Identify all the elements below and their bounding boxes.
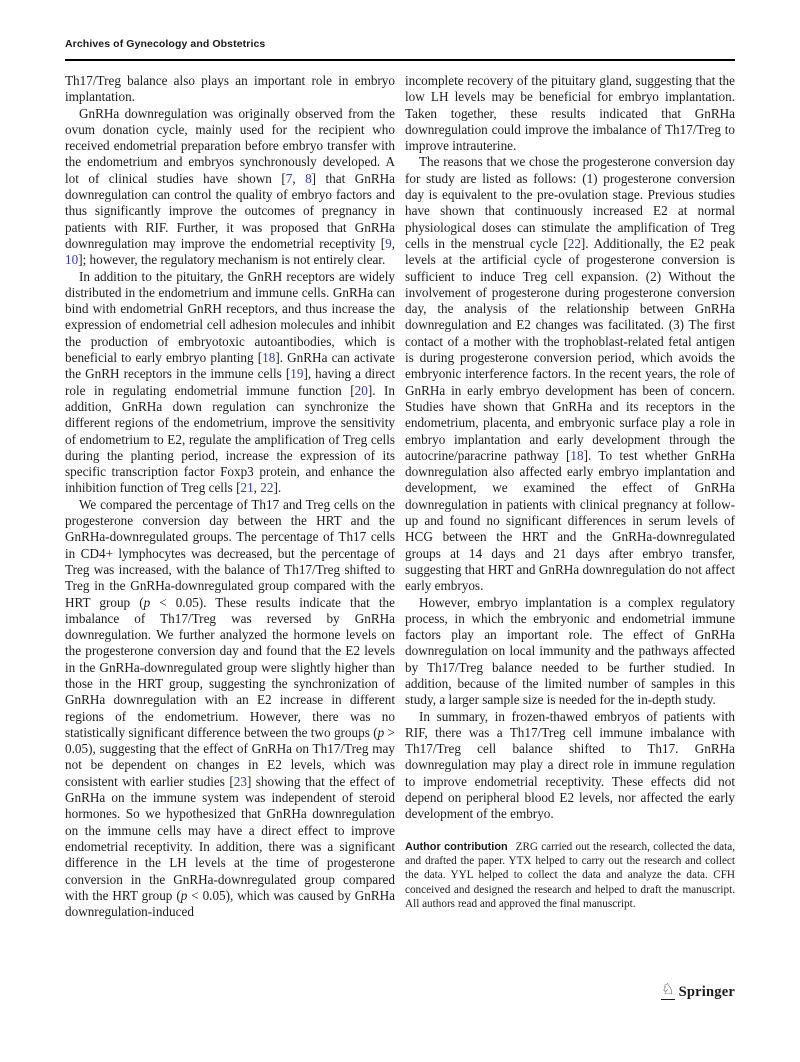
column-right (405, 73, 735, 920)
text-run: ZRG carried out the research, collected the data, and drafted the paper. YTX helped to carry out the research and collect the data. YYL helped to collect the data and analyze the data. CFH conceived and designed the research and helped to draft the manuscript. All authors read and approved the final manuscript. (405, 840, 735, 911)
text-run: ]. GnRHa can activate the GnRH receptors in the immune cells [ (65, 350, 395, 382)
italic-variable: p (180, 887, 188, 903)
text-run: GnRHa downregulation was originally observed from the ovum donation cycle, mainly used for the recipient who received endometrial preparation before embryo transfer with the endometrium and embryos synchronously developed. A lot of clinical studies have shown [ (65, 105, 395, 186)
citation-link[interactable]: 19 (290, 366, 304, 382)
para-continuation-pituitary-recovery (405, 73, 735, 154)
column-left (65, 73, 395, 920)
text-run: , (253, 480, 261, 496)
para-summary (405, 709, 735, 823)
text-run: In addition to the pituitary, the GnRH receptors are widely distributed in the endometrium and immune cells. GnRHa can bind with endometrial GnRH receptors, and thus increase the expression of endometrial cell adhesion molecules and inhibit the production of embryotoxic autoantibodies, which is beneficial to early embryo planting [ (65, 268, 395, 366)
text-run: ]; however, the regulatory mechanism is not entirely clear. (78, 252, 386, 268)
text-run: < 0.05), which was caused by GnRHa downregulation-induced (65, 887, 395, 920)
text-run: The reasons that we chose the progesterone conversion day for study are listed as follows: (1) progesterone conversion day is equivalent to the pre-ovulation stage. Previous studies have shown that continuously increased E2 at normal physiological doses can stimulate the amplification of Treg cells in the menstrual cycle [ (405, 154, 735, 251)
citation-link[interactable]: 20 (354, 382, 368, 398)
text-run: ]. In addition, GnRHa down regulation can synchronize the different regions of the endometrium, improve the sensitivity of endometrium to E2, regulate the amplification of Treg cells during the planting period, increase the expression of its specific transcription factor Foxp3 protein, and enhance the inhibition function of Treg cells [ (65, 382, 395, 496)
para-continuation-th17-balance (65, 73, 395, 106)
text-run: We compared the percentage of Th17 and Treg cells on the progesterone conversion day between the HRT and the GnRHa-downregulated groups. The percentage of Th17 cells in CD4+ lymphocytes was decreased, but the percentage of Treg was increased, with the balance of Th17/Treg shifted to Treg in the GnRHa-downregulated group compared with the HRT group ( (65, 496, 395, 610)
text-run: However, embryo implantation is a complex regulatory process, in which the embryonic and endometrial immune factors play an important role. The effect of GnRHa downregulation on local immunity and the pathways affected by Th17/Treg balance needed to be further studied. In addition, because of the limited number of samples in this study, a larger sample size is needed for the in-depth study. (405, 594, 735, 708)
springer-horse-icon: ♘ (661, 982, 675, 998)
citation-link[interactable]: 22 (260, 480, 274, 496)
para-th17-treg-comparison (65, 497, 395, 921)
italic-variable: p (377, 724, 385, 740)
citation-link[interactable]: 18 (570, 447, 584, 463)
article-body (65, 73, 735, 920)
citation-link[interactable]: 8 (305, 170, 312, 186)
header-rule (65, 59, 735, 61)
text-run: > 0.05), suggesting that the effect of GnRHa on Th17/Treg may not be dependent on changes in E2 levels, which was consistent with earlier studies [ (65, 724, 395, 789)
text-run: ]. Additionally, the E2 peak levels at the artificial cycle of progesterone conversion is sufficient to induce Treg cell expansion. (2) Without the involvement of progesterone during progesterone conversion day, the analysis of the relationship between GnRHa downregulation and E2 changes was facilitated. (3) The first contact of a mother with the trophoblast-related fetal antigen is during progesterone conversion period, which avoids the embryonic interference factors. In the recent years, the role of GnRHa in early embryo development has been of concern. Studies have shown that GnRHa and its receptors in the endometrium, placenta, and embryonic surface play a role in embryo implantation and early development through the autocrine/paracrine pathway [ (405, 235, 735, 463)
author-contribution (405, 840, 735, 912)
text-run: ], having a direct role in regulating endometrial immune function [ (65, 366, 395, 398)
citation-link[interactable]: 21 (240, 480, 254, 496)
citation-link[interactable]: 23 (233, 773, 247, 789)
running-head-journal-title: Archives of Gynecology and Obstetrics (65, 38, 266, 50)
citation-link[interactable]: 18 (262, 350, 276, 366)
para-gnrh-receptors (65, 269, 395, 497)
publisher-wordmark: Springer (678, 984, 735, 1000)
text-run: , (391, 235, 395, 251)
italic-variable: p (143, 594, 151, 610)
text-run: , (292, 170, 306, 186)
text-run: incomplete recovery of the pituitary gland, suggesting that the low LH levels may be beneficial for embryo implantation. Taken together, these results indicated that GnRHa downregulation could improve the imbalance of Th17/Treg to improve intrauterine. (405, 73, 735, 154)
text-run: < 0.05). These results indicate that the imbalance of Th17/Treg was reversed by GnRHa downregulation. We further analyzed the hormone levels on the progesterone conversion day and found that the E2 levels in the GnRHa-downregulated group were slightly higher than those in the HRT group, suggesting the synchronization of GnRHa downregulation with an E2 increase in different regions of the endometrium. However, there was no statistically significant difference between the two groups ( (65, 594, 395, 740)
text-run: ] that GnRHa downregulation can control the quality of embryo factors and thus significantly improve the outcomes of pregnancy in patients with RIF. Further, it was proposed that GnRHa downregulation may improve the endometrial receptivity [ (65, 170, 395, 251)
para-gnrha-downregulation-origin (65, 106, 395, 269)
author-contribution-label: Author contribution (405, 840, 508, 853)
page-footer (661, 984, 735, 1001)
text-run: ]. (273, 480, 282, 496)
text-run: ] showing that the effect of GnRHa on the immune system was independent of steroid hormones. So we hypothesized that GnRHa downregulation on the immune cells may have a direct effect to improve endometrial receptivity. In addition, there was a significant difference in the LH levels at the time of progesterone conversion in the GnRHa-downregulated group compared with the HRT group ( (65, 773, 395, 903)
citation-link[interactable]: 10 (65, 252, 79, 268)
para-progesterone-conversion-reasons (405, 154, 735, 594)
citation-link[interactable]: 9 (385, 235, 392, 251)
text-run: In summary, in frozen-thawed embryos of patients with RIF, there was a Th17/Treg cell immune imbalance with Th17/Treg cell balance shifted to Th17. GnRHa downregulation may play a direct role in immune regulation to improve endometrial receptivity. These effects did not depend on peripheral blood E2 levels, nor affected the early development of the embryo. (405, 708, 735, 822)
citation-link[interactable]: 7 (285, 170, 293, 186)
citation-link[interactable]: 22 (567, 235, 581, 251)
text-run: ]. To test whether GnRHa downregulation also affected early embryo implantation and development, we examined the effect of GnRHa downregulation in patients with clinical pregnancy at follow-up and found no significant differences in serum levels of HCG between the HRT and the GnRHa-downregulated groups at 14 days and 21 days after embryo transfer, suggesting that HRT and GnRHa downregulation do not affect early embryos. (405, 447, 735, 594)
para-limitations (405, 595, 735, 709)
text-run: Th17/Treg balance also plays an important role in embryo implantation. (65, 73, 395, 105)
